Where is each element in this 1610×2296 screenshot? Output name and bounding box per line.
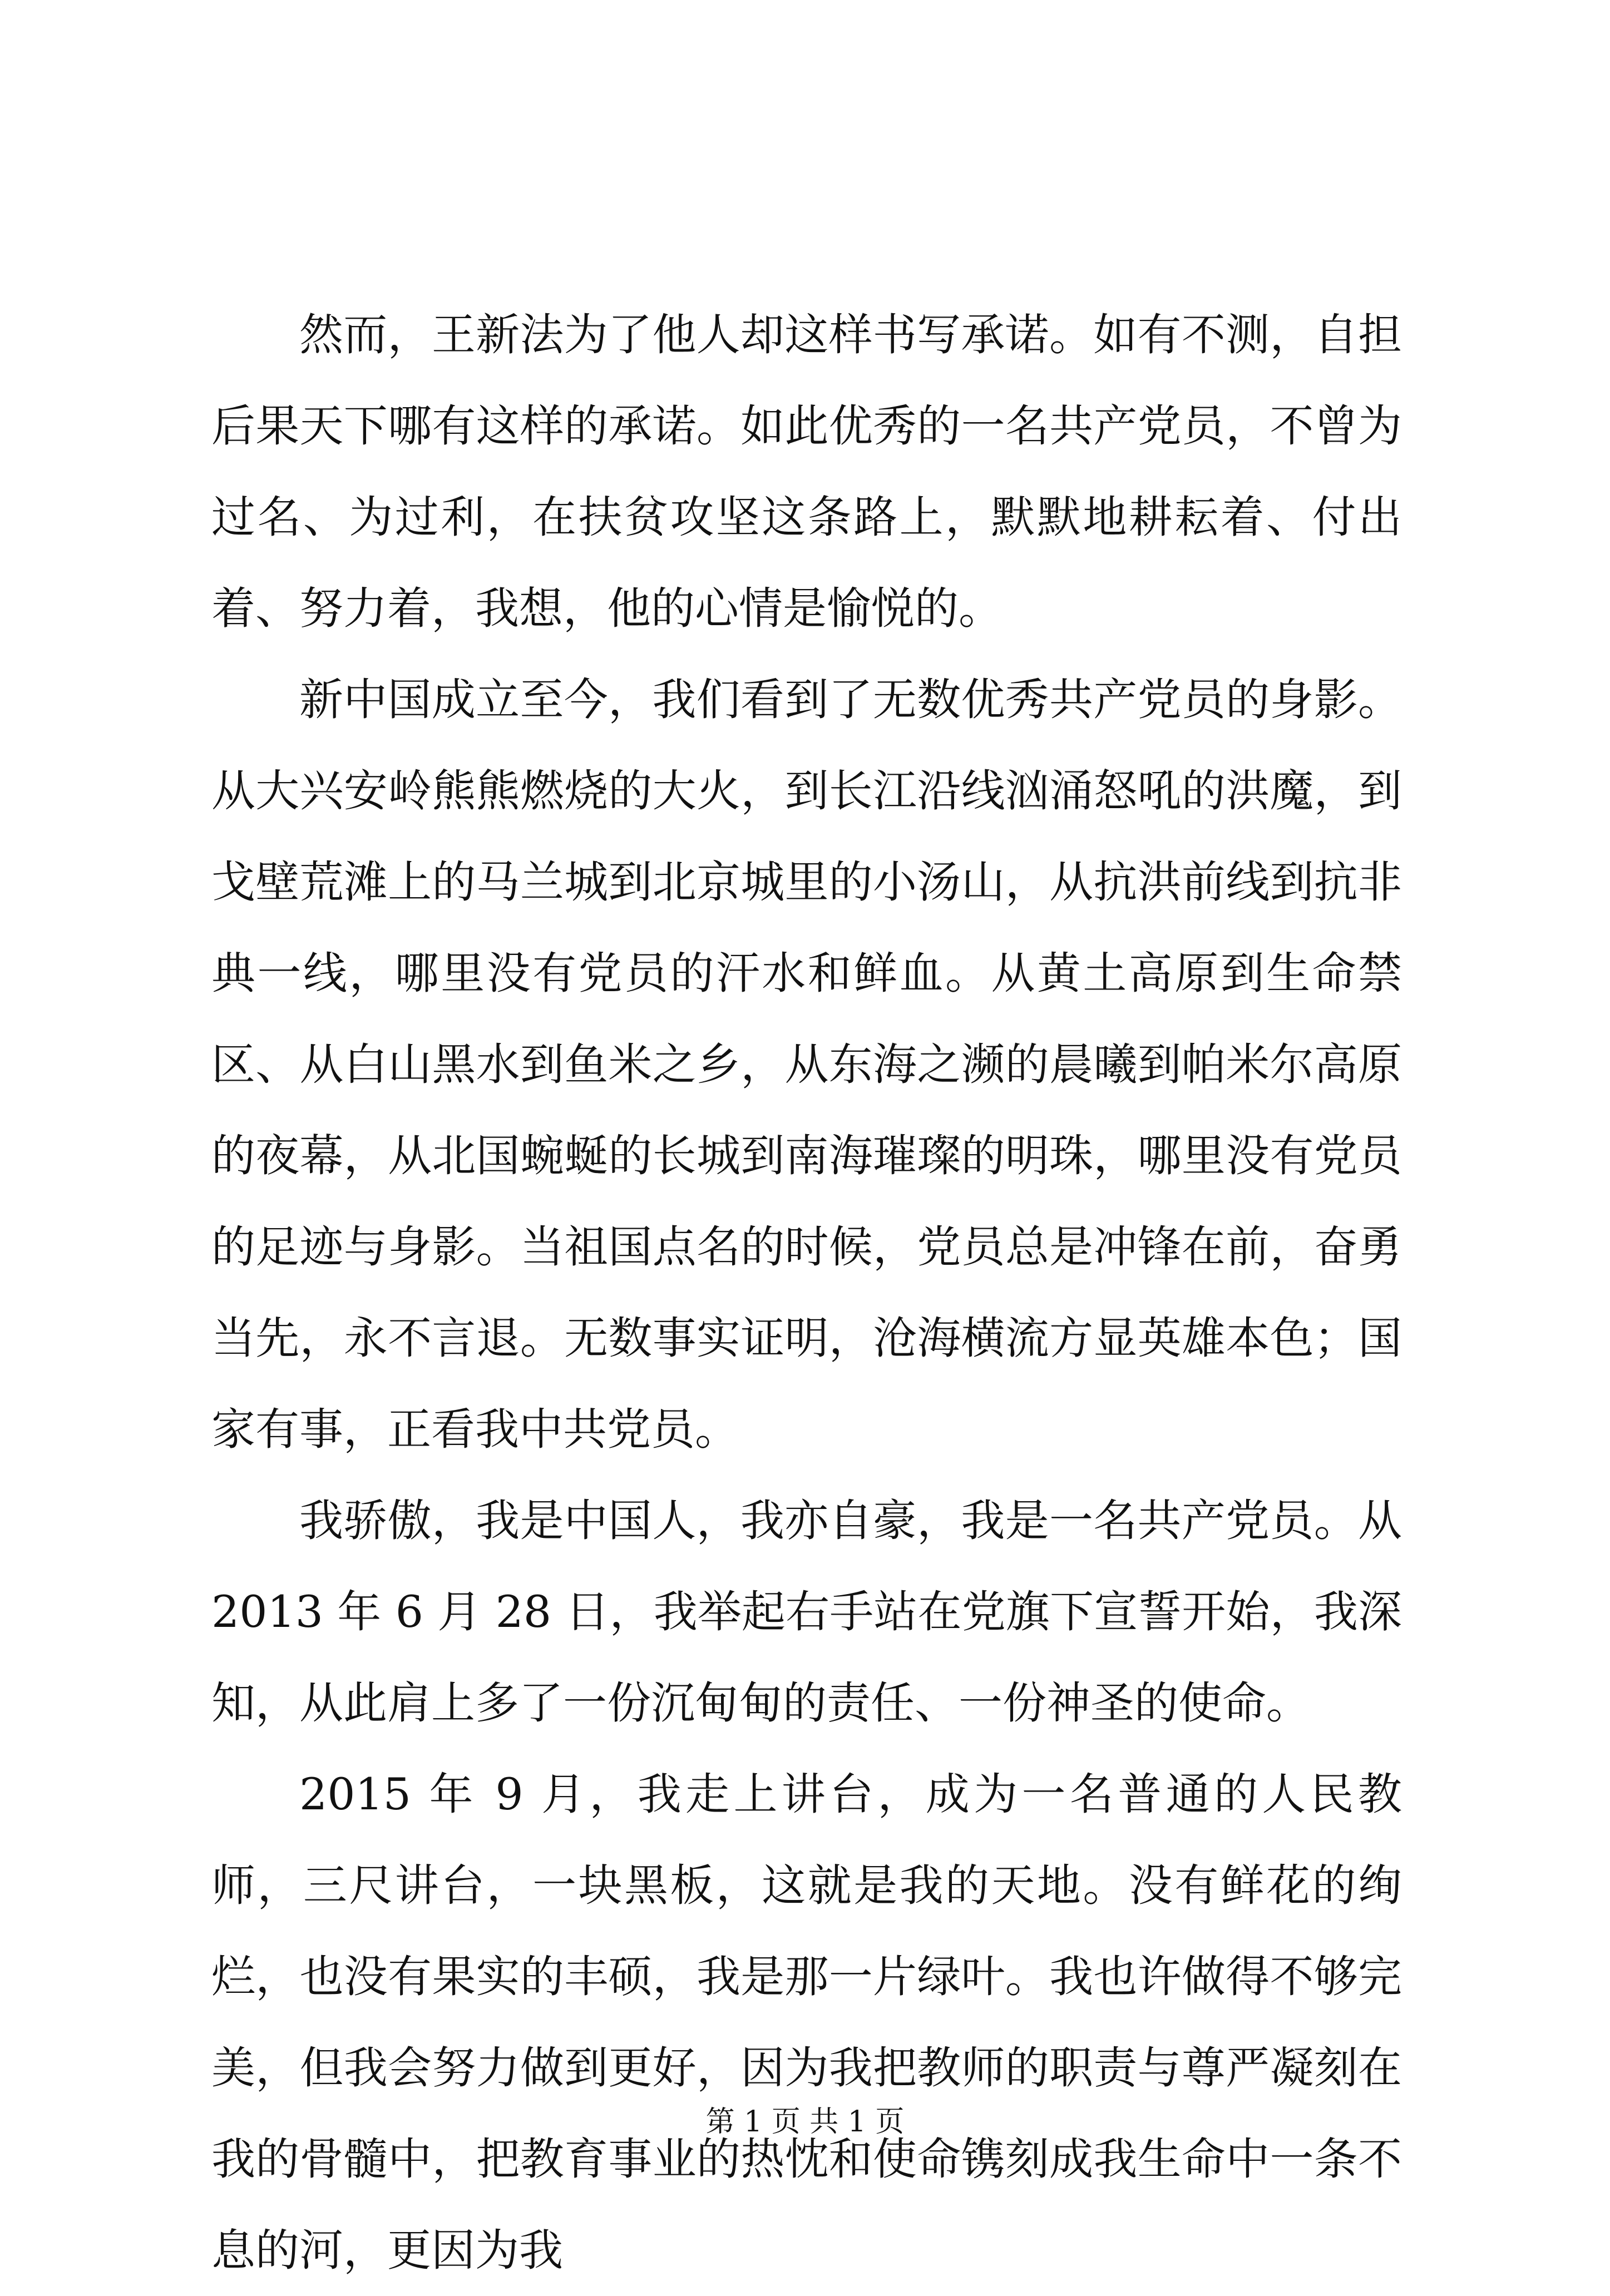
paragraph-3: 我骄傲，我是中国人，我亦自豪，我是一名共产党员。从 2013 年 6 月 28 日，我举起右手站在党旗下宣誓开始，我深知，从此肩上多了一份沉甸甸的责任、一份神圣的使命。 [211,1495,1402,1729]
document-body [211,289,1402,2296]
page-footer: 第 1 页 共 1 页 [705,2105,905,2139]
paragraph-4: 2015 年 9 月，我走上讲台，成为一名普通的人民教师，三尺讲台，一块黑板，这就是我的天地。没有鲜花的绚烂，也没有果实的丰硕，我是那一片绿叶。我也许做得不够完美，但我会努力做到更好，因为我把教师的职责与尊严凝刻在我的骨髓中，把教育事业的热忱和使命镌刻成我生命中一条不息的河，更因为我 [211,1769,1402,2276]
paragraph-1: 然而，王新法为了他人却这样书写承诺。如有不测，自担后果天下哪有这样的承诺。如此优秀的一名共产党员，不曾为过名、为过利，在扶贫攻坚这条路上，默默地耕耘着、付出着、努力着，我想，他的心情是愉悦的。 [211,309,1402,634]
paragraph-2: 新中国成立至今，我们看到了无数优秀共产党员的身影。从大兴安岭熊熊燃烧的大火，到长江沿线汹涌怒吼的洪魔，到戈壁荒滩上的马兰城到北京城里的小汤山，从抗洪前线到抗非典一线，哪里没有党员的汗水和鲜血。从黄土高原到生命禁区、从白山黑水到鱼米之乡，从东海之濒的晨曦到帕米尔高原的夜幕，从北国蜿蜒的长城到南海璀璨的明珠，哪里没有党员的足迹与身影。当祖国点名的时候，党员总是冲锋在前，奋勇当先，永不言退。无数事实证明，沧海横流方显英雄本色；国家有事，正看我中共党员。 [211,674,1402,1455]
